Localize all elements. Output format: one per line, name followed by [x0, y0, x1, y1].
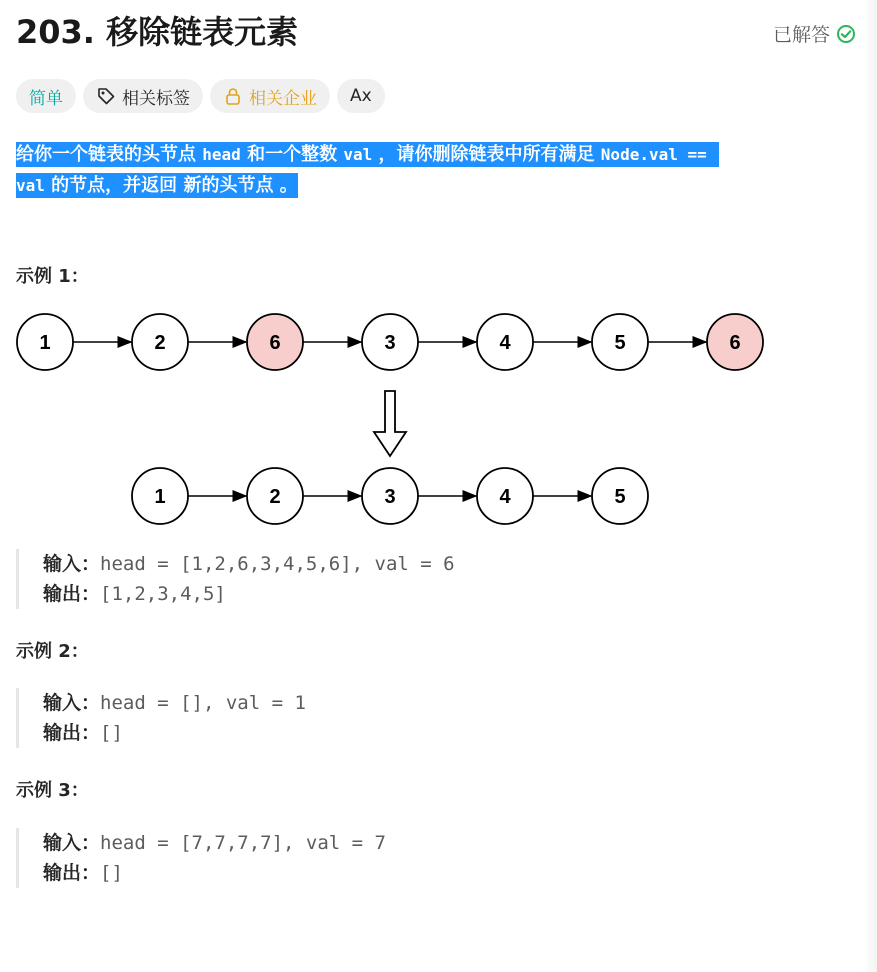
difficulty-label: 简单 — [29, 88, 63, 109]
related-companies-button[interactable] — [210, 79, 330, 113]
example-3-input: head = [7,7,7,7], val = 7 — [100, 832, 386, 854]
example-3-title: 示例 3： — [16, 780, 89, 801]
desc-text-2: 和一个整数 — [240, 144, 344, 165]
translate-icon: Ax — [350, 86, 372, 106]
example-2-input-label: 输入： — [43, 692, 101, 714]
before-node-label: 5 — [614, 332, 626, 354]
after-node-label: 2 — [269, 486, 281, 508]
example-3-input-label: 输入： — [43, 832, 101, 854]
check-circle-icon — [836, 24, 856, 44]
after-node-label: 1 — [154, 486, 166, 508]
example-1-input-label: 输入： — [43, 553, 101, 575]
after-node-label: 3 — [384, 486, 396, 508]
example-1-input: head = [1,2,6,3,4,5,6], val = 6 — [100, 553, 455, 575]
example-2-output: [] — [100, 722, 123, 744]
desc-text-3: ，请你删除链表中所有满足 — [372, 144, 601, 165]
before-node-label: 6 — [269, 332, 281, 354]
solved-status — [773, 20, 856, 47]
desc-text-5: 新的头节点 — [183, 175, 274, 196]
desc-code-val-2: val — [16, 176, 45, 195]
related-tags-label: 相关标签 — [122, 88, 190, 109]
down-arrow — [374, 391, 406, 456]
before-node-label: 3 — [384, 332, 396, 354]
desc-code-val: val — [343, 145, 373, 164]
page-title: 203. 移除链表元素 — [16, 13, 299, 51]
problem-description — [16, 139, 861, 201]
desc-code-head: head — [202, 145, 241, 164]
related-companies-label: 相关企业 — [249, 88, 317, 109]
difficulty-tag[interactable] — [16, 79, 76, 113]
scroll-edge-shade — [863, 0, 877, 972]
example-1-output: [1,2,3,4,5] — [100, 583, 226, 605]
example-2-input: head = [], val = 1 — [100, 692, 306, 714]
example-3-block — [16, 828, 386, 888]
example-1-output-label: 输出： — [43, 583, 101, 605]
translate-button[interactable] — [337, 79, 385, 113]
before-node-label: 4 — [499, 332, 511, 354]
desc-code-node-val: Node.val == — [600, 145, 707, 164]
before-node-label: 6 — [729, 332, 741, 354]
related-tags-button[interactable] — [83, 79, 203, 113]
solved-label: 已解答 — [772, 24, 830, 46]
example-2-block — [16, 688, 306, 748]
example-3-output-label: 输出： — [43, 862, 101, 884]
example-1-title: 示例 1： — [16, 266, 89, 287]
before-node-label: 2 — [154, 332, 166, 354]
desc-text-1: 给你一个链表的头节点 — [16, 144, 203, 165]
before-node-label: 1 — [39, 332, 51, 354]
desc-text-4: 的节点，并返回 — [44, 175, 184, 196]
desc-text-6: 。 — [273, 175, 298, 196]
example-2-title: 示例 2： — [16, 641, 89, 662]
tag-row — [16, 79, 385, 113]
problem-header — [16, 10, 856, 54]
lock-icon — [223, 86, 243, 106]
tag-icon — [96, 86, 116, 106]
after-node-label: 4 — [499, 486, 511, 508]
linked-list-diagram — [0, 300, 800, 540]
example-1-block — [16, 549, 455, 609]
example-2-output-label: 输出： — [43, 722, 101, 744]
after-node-label: 5 — [614, 486, 626, 508]
example-3-output: [] — [100, 862, 123, 884]
